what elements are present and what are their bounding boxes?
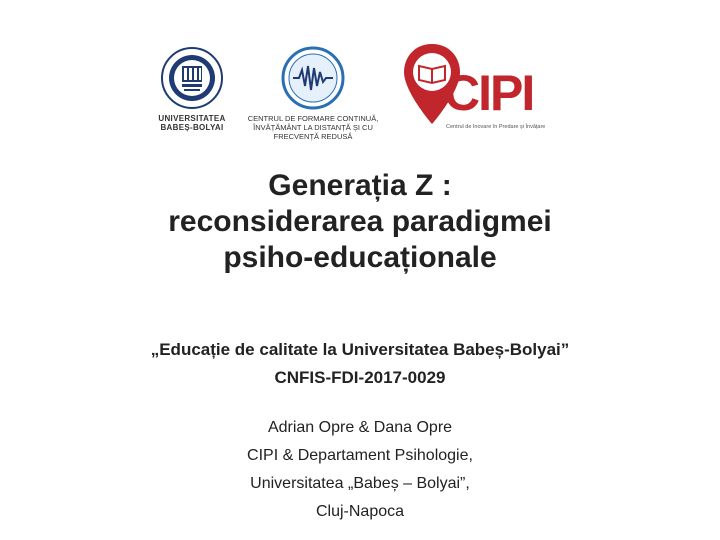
title-line: reconsiderarea paradigmei — [168, 205, 552, 238]
title-line: Generația Z : — [268, 169, 452, 202]
ubb-seal-icon — [160, 46, 224, 110]
ubb-caption — [152, 114, 232, 132]
project-subtitle — [0, 336, 720, 392]
subtitle-line: CNFIS-FDI-2017-0029 — [274, 368, 446, 387]
cipi-tagline: Centrul de Inovare în Predare și Învățare — [446, 124, 546, 130]
title-line: psiho-educaționale — [223, 241, 497, 274]
cfc-caption-line: FRECVENȚĂ REDUSĂ — [273, 132, 353, 141]
cfc-wave-icon — [281, 46, 345, 110]
subtitle-line: „Educație de calitate la Universitatea Babeș-Bolyai” — [150, 340, 570, 359]
cipi-logo — [402, 40, 552, 140]
author-line: Adrian Opre & Dana Opre — [267, 419, 453, 436]
cfc-caption-line: ÎNVĂȚĂMÂNT LA DISTANȚĂ ȘI CU — [253, 123, 373, 132]
ubb-logo — [152, 46, 232, 132]
ubb-caption-line: BABEȘ-BOLYAI — [160, 123, 224, 132]
logo-bar — [0, 40, 720, 150]
cfc-caption — [238, 114, 388, 141]
ubb-caption-line: UNIVERSITATEA — [158, 114, 226, 123]
cipi-wordmark: CIPI — [444, 65, 534, 121]
cfc-logo — [238, 46, 388, 141]
author-line: Universitatea „Babeș – Bolyai”, — [250, 475, 470, 492]
slide-title — [0, 168, 720, 276]
authors-block — [0, 414, 720, 526]
author-line: Cluj-Napoca — [315, 503, 405, 520]
author-line: CIPI & Departament Psihologie, — [247, 447, 473, 464]
cfc-caption-line: CENTRUL DE FORMARE CONTINUĂ, — [247, 114, 379, 123]
